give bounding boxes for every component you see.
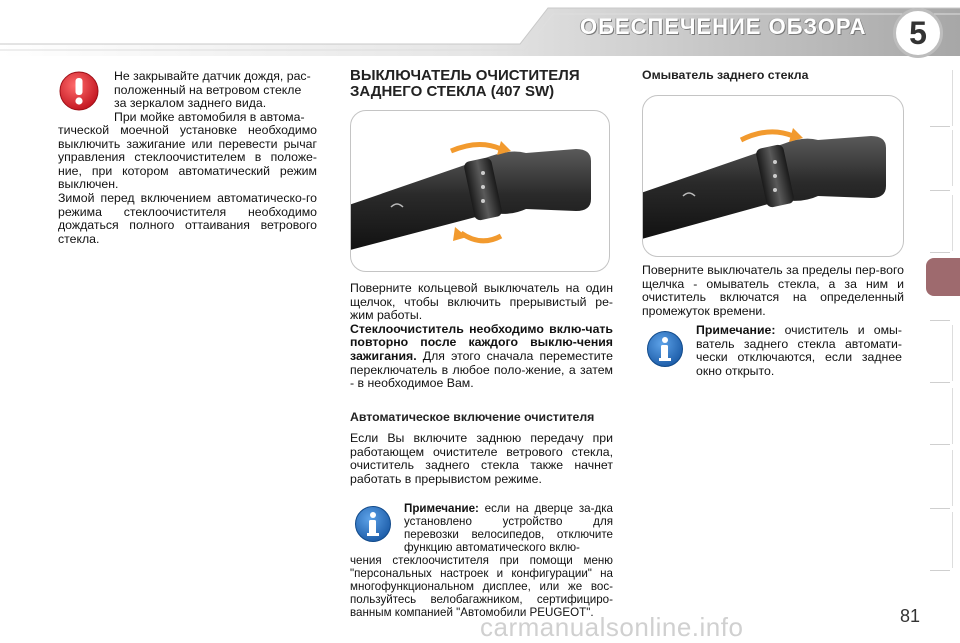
intermittent-paragraph: Поверните кольцевой выключатель на один щелчок, чтобы включить прерывистый ре-жим работы. (350, 281, 613, 323)
auto-wiper-heading: Автоматическое включение очистителя (350, 410, 595, 424)
warning-line: При мойке автомобиля в автома- (114, 109, 305, 124)
ignition-paragraph (350, 323, 613, 391)
chapter-tab[interactable] (928, 512, 953, 568)
warning-text-continued (58, 124, 317, 246)
tab-divider (930, 570, 950, 571)
middle-body (350, 282, 613, 391)
warning-line: за зеркалом заднего вида. (114, 96, 267, 111)
section-heading (350, 68, 620, 100)
tab-divider (930, 382, 950, 383)
tab-divider (930, 126, 950, 127)
chapter-tab[interactable] (928, 70, 953, 126)
info-icon (646, 330, 684, 368)
note-text: если на дверце за-дка установлено устройство для перевозки велосипедов, отключите функцию автоматического вклю- (404, 502, 613, 554)
chapter-tab[interactable] (928, 130, 953, 186)
note-label: Примечание: (696, 323, 776, 337)
washer-heading: Омыватель заднего стекла (642, 68, 809, 82)
chapter-tab[interactable] (928, 325, 953, 381)
rear-washer-switch-image (642, 95, 904, 257)
chapter-tab[interactable] (928, 450, 953, 506)
tab-divider (930, 444, 950, 445)
warning-icon (58, 70, 100, 112)
tab-divider (930, 508, 950, 509)
warning-line: Не закрывайте датчик дождя, рас- (114, 69, 311, 83)
ignition-rest-text: Для этого сначала переместите переключатель в любое поло-жение, а затем - в необходимое Вам. (350, 348, 613, 391)
watermark: carmanualsonline.info (480, 612, 744, 642)
wiper-stalk-illustration (351, 111, 609, 271)
washer-paragraph: Поверните выключатель за пределы пер-вого щелчка - омыватель стекла, а за ним и очиститель включатся на определенный промежуток времени. (642, 263, 904, 318)
auto-wiper-paragraph: Если Вы включите заднюю передачу при работающем очистителе ветрового стекла, очиститель заднего стекла также начнет работать в прерывистом режиме. (350, 431, 613, 486)
tab-divider (930, 190, 950, 191)
ignition-bold-text: Стеклоочиститель необходимо вклю-чать повторно после каждого выклю-чения зажигания. (350, 321, 613, 363)
note-bottom: чения стеклоочистителя при помощи меню "персональных настроек и конфигурации" на многофункциональном дисплее, или же вос-пользуйтесь велобагажником, сертифициро-ванным компанией "Автомобили PEUGEOT". (350, 554, 613, 619)
wash-paragraph: тической моечной установке необходимо выключить зажигание или перевести рычаг управления стеклоочистителем в положе-ние, при котором автоматический режим выключен. (58, 123, 317, 192)
washer-stalk-illustration (643, 96, 903, 256)
note-text: очиститель и омы-ватель заднего стекла автомати-чески отключаются, если заднее окно открыто. (696, 323, 902, 378)
heading-line: ЗАДНЕГО СТЕКЛА (407 SW) (350, 83, 555, 100)
winter-paragraph: Зимой перед включением автоматическо-го режима стеклоочистителя необходимо дождаться полного оттаивания ветрового стекла. (58, 190, 317, 246)
info-icon (354, 505, 392, 543)
chapter-tab[interactable] (928, 388, 953, 444)
page-section-title: ОБЕСПЕЧЕНИЕ ОБЗОРА (580, 14, 867, 39)
tab-divider (930, 252, 950, 253)
warning-line: положенный на ветровом стекле (114, 82, 302, 97)
rear-wiper-switch-image (350, 110, 610, 272)
chapter-badge: 5 (893, 8, 943, 58)
warning-text (114, 70, 317, 124)
chapter-tab-active[interactable] (926, 258, 960, 296)
heading-line: ВЫКЛЮЧАТЕЛЬ ОЧИСТИТЕЛЯ (350, 67, 580, 84)
chapter-tab[interactable] (928, 195, 953, 251)
note-label: Примечание: (404, 502, 479, 515)
page-number: 81 (900, 606, 921, 626)
note-top (404, 502, 613, 554)
tab-divider (930, 320, 950, 321)
washer-note (696, 324, 902, 378)
